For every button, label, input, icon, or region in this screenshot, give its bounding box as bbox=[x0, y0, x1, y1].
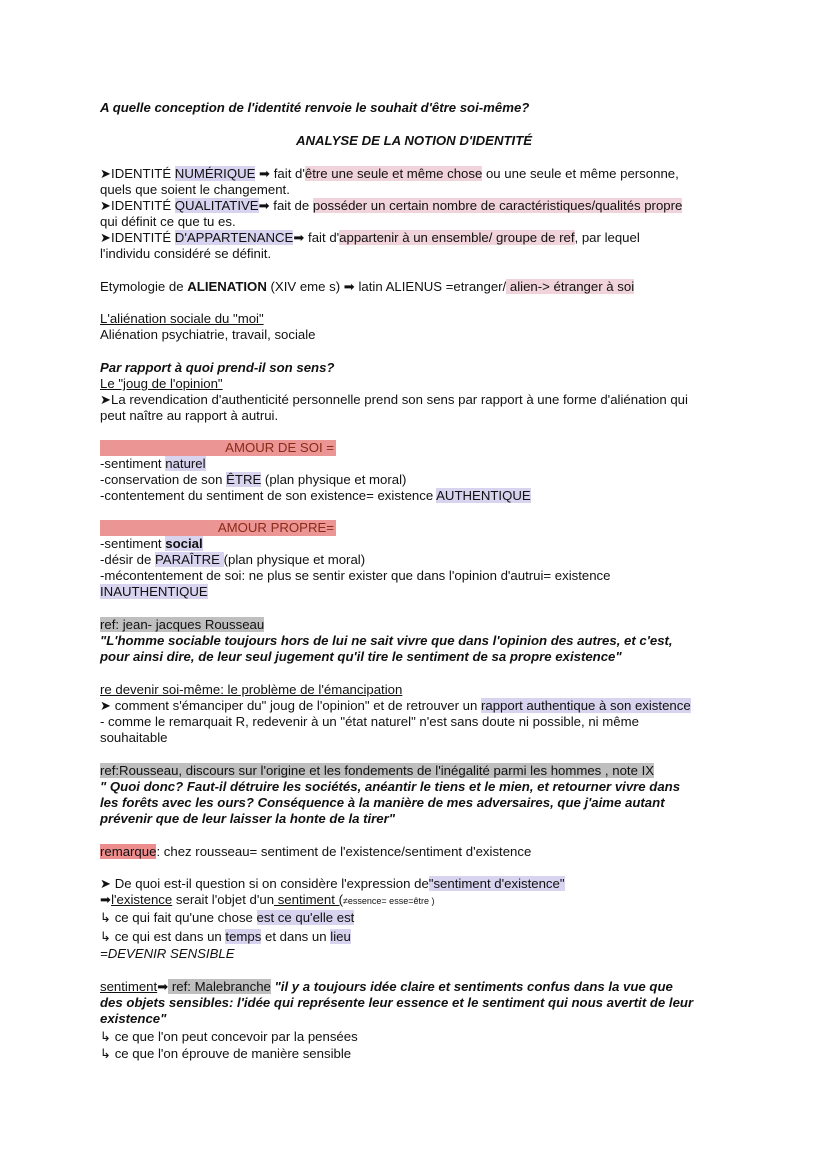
rousseau-quote: "L'homme sociable toujours hors de lui ne sait vivre que dans l'opinion des autres, et c'est, bbox=[100, 633, 673, 648]
revendication-line1: ➤La revendication d'authenticité personnelle prend son sens par rapport à une forme d'aliénation qui bbox=[100, 392, 688, 407]
identite-numerique-line2: quels que soient le changement. bbox=[100, 182, 290, 197]
discours-quote: " Quoi donc? Faut-il détruire les sociétés, anéantir le tiens et le mien, et retourner vivre dans bbox=[100, 779, 681, 794]
joug-opinion: Le "joug de l'opinion" bbox=[100, 376, 223, 391]
malebranche-quote: des objets sensibles: l'idée qui représente leur essence et le sentiment qui nous avertit de leur bbox=[100, 995, 694, 1010]
malebranche-item: ↳ ce que l'on éprouve de manière sensible bbox=[100, 1046, 352, 1061]
page-title: A quelle conception de l'identité renvoie le souhait d'être soi-même? bbox=[100, 100, 530, 115]
amour-propre-header: AMOUR PROPRE= bbox=[100, 520, 336, 536]
amour-propre-item: -désir de PARAÎTRE (plan physique et moral) bbox=[100, 552, 366, 567]
discours-quote: prévenir que de leur laisser la honte de la tirer" bbox=[100, 811, 396, 826]
amour-propre-item: -sentiment social bbox=[100, 536, 203, 551]
remarque-line: remarque: chez rousseau= sentiment de l'existence/sentiment d'existence bbox=[100, 844, 532, 859]
section-heading: ANALYSE DE LA NOTION D'IDENTITÉ bbox=[295, 133, 533, 148]
identite-numerique: ➤IDENTITÉ NUMÉRIQUE ➡ fait d'être une seule et même chose ou une seule et même personne, bbox=[100, 166, 679, 181]
amour-de-soi-header: AMOUR DE SOI = bbox=[100, 440, 336, 456]
alienation-sociale-title: L'aliénation sociale du "moi" bbox=[100, 311, 264, 326]
identite-qualitative-line2: qui définit ce que tu es. bbox=[100, 214, 236, 229]
ref-discours-label: ref:Rousseau, discours sur l'origine et les fondements de l'inégalité parmi les hommes , note IX bbox=[100, 763, 655, 778]
identite-appartenance: ➤IDENTITÉ D'APPARTENANCE➡ fait d'appartenir à un ensemble/ groupe de ref, par lequel bbox=[100, 230, 640, 245]
identite-appartenance-line2: l'individu considéré se définit. bbox=[100, 246, 272, 261]
question-line: ➡l'existence serait l'objet d'un sentiment (≠essence= esse=être ) bbox=[100, 892, 435, 907]
rousseau-quote: pour ainsi dire, de leur seul jugement qu'il tire le sentiment de sa propre existence" bbox=[100, 649, 622, 664]
revendication-line2: peut naître au rapport à autrui. bbox=[100, 408, 279, 423]
discours-quote: les forêts avec les ours? Conséquence à la manière de mes adversaires, que j'aime autant bbox=[100, 795, 665, 810]
amour-de-soi-item: -sentiment naturel bbox=[100, 456, 206, 471]
redevenir-line: souhaitable bbox=[100, 730, 168, 745]
question-line: ↳ ce qui est dans un temps et dans un lieu bbox=[100, 929, 351, 944]
question-line: ➤ De quoi est-il question si on considère l'expression de"sentiment d'existence" bbox=[100, 876, 565, 891]
amour-propre-item: INAUTHENTIQUE bbox=[100, 584, 208, 599]
alienation-types: Aliénation psychiatrie, travail, sociale bbox=[100, 327, 316, 342]
identite-qualitative: ➤IDENTITÉ QUALITATIVE➡ fait de posséder un certain nombre de caractéristiques/qualités propre bbox=[100, 198, 683, 213]
malebranche-item: ↳ ce que l'on peut concevoir par la pensées bbox=[100, 1029, 358, 1044]
malebranche-quote: existence" bbox=[100, 1011, 167, 1026]
amour-propre-item: -mécontentement de soi: ne plus se sentir exister que dans l'opinion d'autrui= existence bbox=[100, 568, 611, 583]
amour-de-soi-item: -conservation de son ÊTRE (plan physique et moral) bbox=[100, 472, 407, 487]
etymologie-line: Etymologie de ALIENATION (XIV eme s) ➡ latin ALIENUS =etranger/ alien-> étranger à soi bbox=[100, 279, 635, 294]
redevenir-line: - comme le remarquait R, redevenir à un "état naturel" n'est sans doute ni possible, ni même bbox=[100, 714, 639, 729]
ref-rousseau-label: ref: jean- jacques Rousseau bbox=[100, 617, 265, 632]
amour-de-soi-item: -contentement du sentiment de son existence= existence AUTHENTIQUE bbox=[100, 488, 531, 503]
redevenir-line: ➤ comment s'émanciper du" joug de l'opinion" et de retrouver un rapport authentique à son existence bbox=[100, 698, 691, 713]
malebranche-line: sentiment➡ ref: Malebranche "il y a toujours idée claire et sentiments confus dans la vue que bbox=[100, 979, 673, 994]
devenir-sensible: =DEVENIR SENSIBLE bbox=[100, 946, 235, 961]
redevenir-title: re devenir soi-même: le problème de l'émancipation bbox=[100, 682, 403, 697]
question-line: ↳ ce qui fait qu'une chose est ce qu'elle est bbox=[100, 910, 355, 925]
par-rapport-question: Par rapport à quoi prend-il son sens? bbox=[100, 360, 335, 375]
